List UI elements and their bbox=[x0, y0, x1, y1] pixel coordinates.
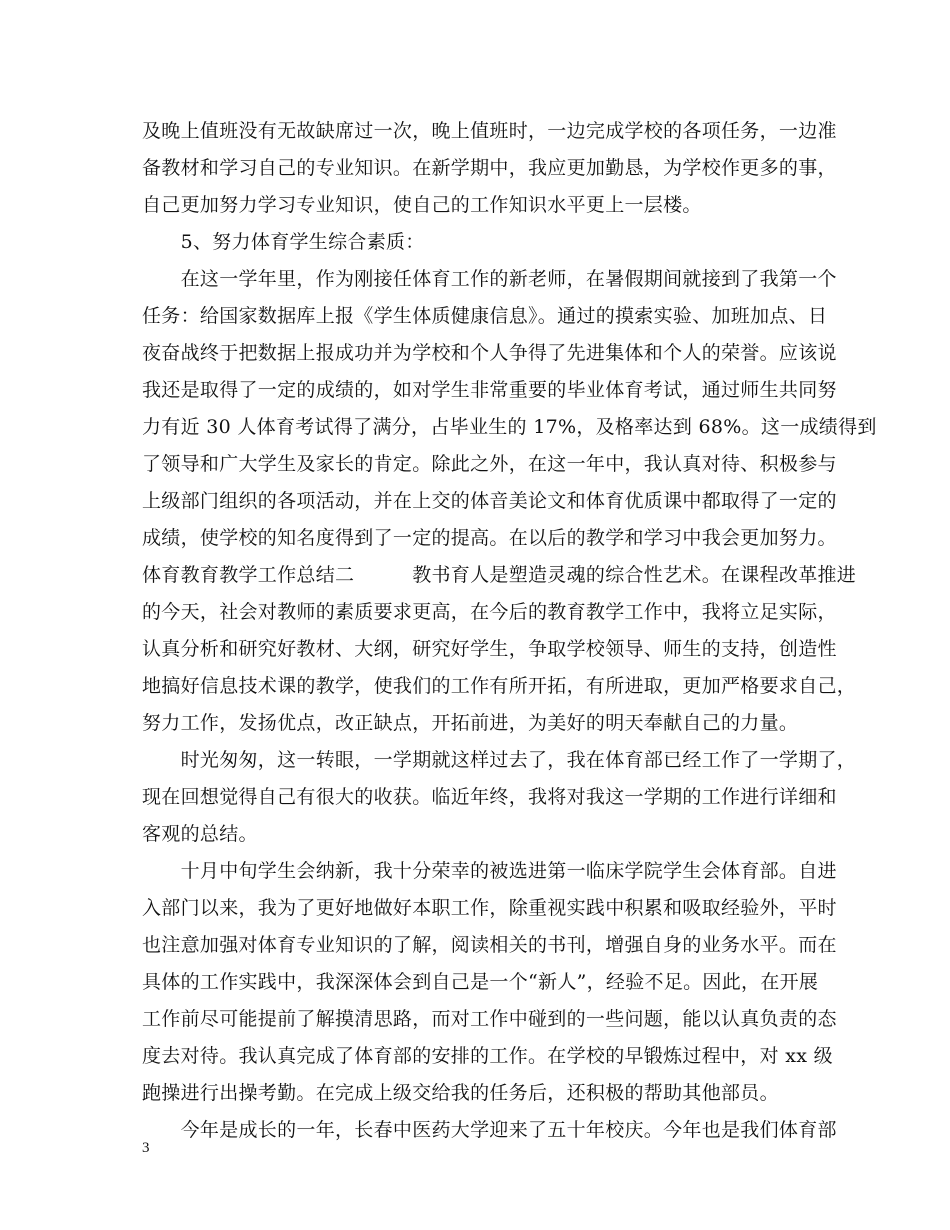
text-line: 力有近 30 人体育考试得了满分，占毕业生的 17%，及格率达到 68%。这一成绩得到 bbox=[142, 416, 877, 438]
text-line: 我还是取得了一定的成绩的，如对学生非常重要的毕业体育考试，通过师生共同努 bbox=[142, 379, 837, 401]
text-line: 现在回想觉得自己有很大的收获。临近年终，我将对我这一学期的工作进行详细和 bbox=[142, 786, 837, 808]
text-line: 跑操进行出操考勤。在完成上级交给我的任务后，还积极的帮助其他部员。 bbox=[142, 1082, 779, 1104]
text-line: 的今天，社会对教师的素质要求更高，在今后的教育教学工作中，我将立足实际， bbox=[142, 601, 837, 623]
text-line: 夜奋战终于把数据上报成功并为学校和个人争得了先进集体和个人的荣誉。应该说 bbox=[142, 342, 837, 364]
text-line: 了领导和广大学生及家长的肯定。除此之外，在这一年中，我认真对待、积极参与 bbox=[142, 453, 837, 475]
text-line: 工作前尽可能提前了解摸清思路，而对工作中碰到的一些问题，能以认真负责的态 bbox=[142, 1008, 837, 1030]
text-line: 度去对待。我认真完成了体育部的安排的工作。在学校的早锻炼过程中，对 xx 级 bbox=[142, 1045, 833, 1067]
text-line: 认真分析和研究好教材、大纲，研究好学生，争取学校领导、师生的支持，创造性 bbox=[142, 638, 837, 660]
text-line: 体育教育教学工作总结二 教书育人是塑造灵魂的综合性艺术。在课程改革推进 bbox=[142, 564, 857, 586]
text-line: 时光匆匆，这一转眼，一学期就这样过去了，我在体育部已经工作了一学期了， bbox=[142, 749, 857, 771]
text-line: 具体的工作实践中，我深深体会到自己是一个“新人”，经验不足。因此，在开展 bbox=[142, 971, 819, 993]
text-line: 地搞好信息技术课的教学，使我们的工作有所开拓，有所进取，更加严格要求自己， bbox=[142, 675, 857, 697]
section-heading: 5、努力体育学生综合素质： bbox=[142, 231, 425, 253]
text-line: 及晚上值班没有无故缺席过一次，晚上值班时，一边完成学校的各项任务，一边准 bbox=[142, 120, 837, 142]
text-line: 成绩，使学校的知名度得到了一定的提高。在以后的教学和学习中我会更加努力。 bbox=[142, 527, 837, 549]
text-line: 任务：给国家数据库上报《学生体质健康信息》。通过的摸索实验、加班加点、日 bbox=[142, 305, 828, 327]
text-line: 努力工作，发扬优点，改正缺点，开拓前进，为美好的明天奉献自己的力量。 bbox=[142, 712, 799, 734]
page-number: 3 bbox=[142, 1140, 150, 1156]
text-line: 也注意加强对体育专业知识的了解，阅读相关的书刊，增强自身的业务水平。而在 bbox=[142, 934, 837, 956]
text-line: 十月中旬学生会纳新，我十分荣幸的被选进第一临床学院学生会体育部。自进 bbox=[142, 860, 837, 882]
text-line: 入部门以来，我为了更好地做好本职工作，除重视实践中积累和吸取经验外，平时 bbox=[142, 897, 837, 919]
text-line: 备教材和学习自己的专业知识。在新学期中，我应更加勤恳，为学校作更多的事， bbox=[142, 157, 837, 179]
text-line: 在这一学年里，作为刚接任体育工作的新老师，在暑假期间就接到了我第一个 bbox=[142, 268, 837, 290]
text-line: 上级部门组织的各项活动，并在上交的体音美论文和体育优质课中都取得了一定的 bbox=[142, 490, 837, 512]
text-line: 自己更加努力学习专业知识，使自己的工作知识水平更上一层楼。 bbox=[142, 194, 702, 216]
text-line: 客观的总结。 bbox=[142, 823, 258, 845]
text-line: 今年是成长的一年，长春中医药大学迎来了五十年校庆。今年也是我们体育部 bbox=[142, 1119, 837, 1141]
